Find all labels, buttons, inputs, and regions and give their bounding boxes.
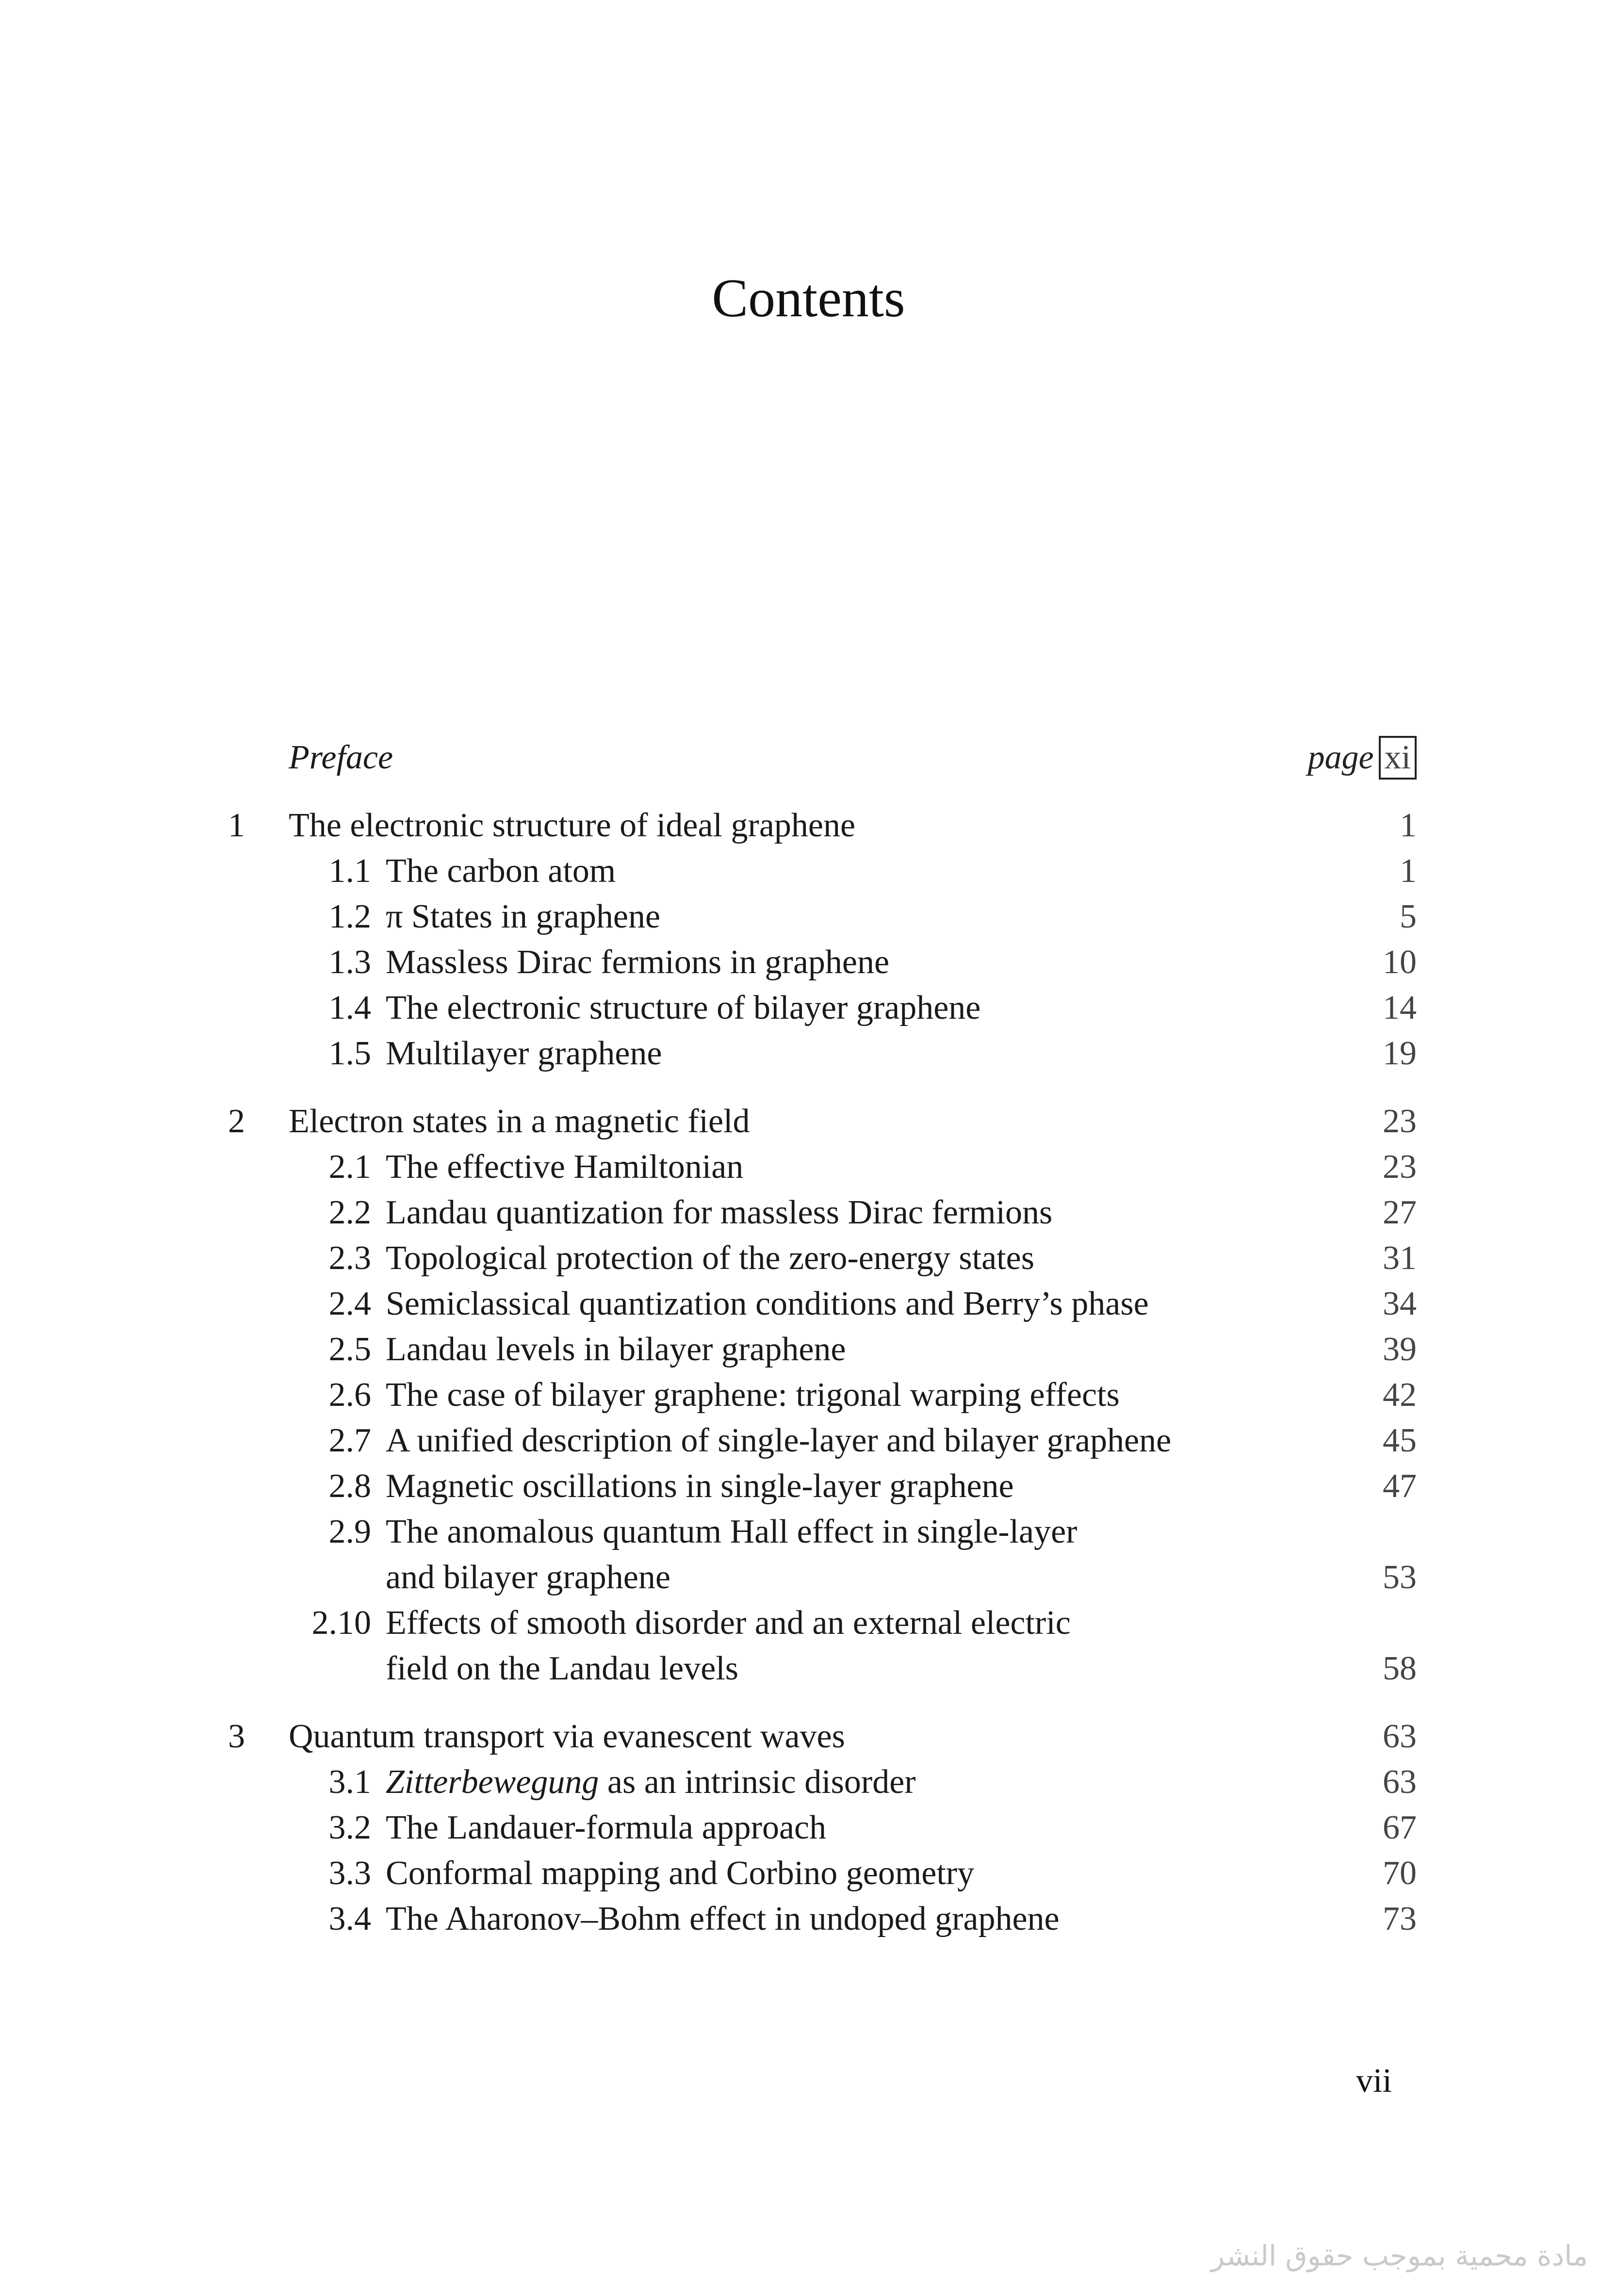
chapter-number: 1 <box>228 807 245 844</box>
section-page: 45 <box>1383 1422 1417 1459</box>
section-title: Magnetic oscillations in single-layer graphene <box>386 1467 1014 1505</box>
chapter-title: Quantum transport via evanescent waves <box>289 1718 845 1755</box>
section-page: 63 <box>1383 1763 1417 1801</box>
page-title: Contents <box>712 268 905 328</box>
section-title-line: Effects of smooth disorder and an external electric <box>386 1604 1071 1642</box>
section-number: 2.10 <box>311 1604 371 1642</box>
section-number: 2.9 <box>328 1513 371 1550</box>
section-number: 2.4 <box>328 1285 371 1322</box>
section-title: Conformal mapping and Corbino geometry <box>386 1855 975 1892</box>
section-page: 14 <box>1383 989 1417 1026</box>
section-page: 34 <box>1383 1285 1417 1322</box>
chapter-title: Electron states in a magnetic field <box>289 1103 750 1140</box>
toc-section-1-4[interactable] <box>228 985 1417 1031</box>
section-title: The Aharonov–Bohm effect in undoped graphene <box>386 1900 1060 1938</box>
toc-entry-preface[interactable] <box>228 735 1417 781</box>
section-page: 19 <box>1383 1035 1417 1072</box>
chapter-title: The electronic structure of ideal graphene <box>289 807 856 844</box>
section-title: The case of bilayer graphene: trigonal warping effects <box>386 1376 1120 1414</box>
section-title: Topological protection of the zero-energy states <box>386 1239 1034 1277</box>
section-number: 2.3 <box>328 1239 371 1277</box>
section-page: 58 <box>1383 1650 1417 1687</box>
section-number: 2.8 <box>328 1467 371 1505</box>
section-title <box>386 1600 1307 1692</box>
toc-chapter-3[interactable] <box>228 1714 1417 1759</box>
section-page: 53 <box>1383 1559 1417 1596</box>
copyright-watermark: مادة محمية بموجب حقوق النشر <box>1211 2239 1588 2272</box>
toc-section-1-5[interactable] <box>228 1031 1417 1076</box>
toc-section-1-2[interactable] <box>228 894 1417 940</box>
section-title-line: The anomalous quantum Hall effect in single-layer <box>386 1513 1078 1550</box>
section-title: π States in graphene <box>386 898 661 935</box>
section-page: 47 <box>1383 1467 1417 1505</box>
toc-section-2-1[interactable] <box>228 1144 1417 1190</box>
chapter-number: 2 <box>228 1103 245 1140</box>
section-title: Semiclassical quantization conditions and Berry’s phase <box>386 1285 1149 1322</box>
section-page: 31 <box>1383 1239 1417 1277</box>
section-number: 2.5 <box>328 1331 371 1368</box>
section-page: 70 <box>1383 1855 1417 1892</box>
section-number: 2.2 <box>328 1194 371 1231</box>
toc-section-1-1[interactable] <box>228 848 1417 894</box>
section-title: Multilayer graphene <box>386 1035 662 1072</box>
section-title: The electronic structure of bilayer graphene <box>386 989 981 1026</box>
section-number: 2.1 <box>328 1148 371 1186</box>
toc-section-2-5[interactable] <box>228 1327 1417 1372</box>
section-title-rest: as an intrinsic disorder <box>599 1763 916 1801</box>
section-title: Landau levels in bilayer graphene <box>386 1331 846 1368</box>
toc-section-2-3[interactable] <box>228 1236 1417 1281</box>
section-title: Landau quantization for massless Dirac fermions <box>386 1194 1053 1231</box>
section-page: 67 <box>1383 1809 1417 1846</box>
toc-chapter-2[interactable] <box>228 1099 1417 1144</box>
preface-page <box>1307 735 1417 781</box>
toc-section-3-4[interactable] <box>228 1896 1417 1942</box>
toc-section-2-6[interactable] <box>228 1372 1417 1418</box>
chapter-page: 23 <box>1383 1103 1417 1140</box>
toc-section-2-8[interactable] <box>228 1464 1417 1509</box>
section-number: 1.4 <box>328 989 371 1026</box>
section-title: A unified description of single-layer and bilayer graphene <box>386 1422 1172 1459</box>
toc-section-2-4[interactable] <box>228 1281 1417 1327</box>
table-of-contents <box>228 735 1417 1942</box>
page-number: vii <box>1356 2062 1392 2100</box>
chapter-page: 1 <box>1400 807 1417 844</box>
section-title: The Landauer-formula approach <box>386 1809 827 1846</box>
section-title: The effective Hamiltonian <box>386 1148 744 1186</box>
section-number: 3.1 <box>328 1763 371 1801</box>
section-page: 39 <box>1383 1331 1417 1368</box>
section-title: Massless Dirac fermions in graphene <box>386 944 890 981</box>
toc-section-3-3[interactable] <box>228 1851 1417 1896</box>
toc-section-2-2[interactable] <box>228 1190 1417 1236</box>
page-label: page <box>1307 739 1374 776</box>
section-page: 42 <box>1383 1376 1417 1414</box>
section-number: 1.2 <box>328 898 371 935</box>
section-title <box>386 1759 1307 1805</box>
section-number: 1.3 <box>328 944 371 981</box>
section-page: 5 <box>1400 898 1417 935</box>
section-number: 2.6 <box>328 1376 371 1414</box>
section-title-line: and bilayer graphene <box>386 1559 670 1596</box>
chapter-number: 3 <box>228 1718 245 1755</box>
section-page: 27 <box>1383 1194 1417 1231</box>
section-title <box>386 1509 1307 1600</box>
section-page: 1 <box>1400 852 1417 890</box>
section-number: 1.5 <box>328 1035 371 1072</box>
toc-chapter-1[interactable] <box>228 803 1417 848</box>
preface-label: Preface <box>289 739 393 776</box>
section-number: 2.7 <box>328 1422 371 1459</box>
toc-section-2-9[interactable] <box>228 1509 1417 1600</box>
section-number: 3.3 <box>328 1855 371 1892</box>
toc-section-2-7[interactable] <box>228 1418 1417 1464</box>
section-title-italic: Zitterbewegung <box>386 1763 599 1801</box>
section-page: 10 <box>1383 944 1417 981</box>
chapter-page: 63 <box>1383 1718 1417 1755</box>
toc-section-1-3[interactable] <box>228 940 1417 985</box>
section-number: 1.1 <box>328 852 371 890</box>
section-page: 23 <box>1383 1148 1417 1186</box>
toc-section-2-10[interactable] <box>228 1600 1417 1692</box>
section-number: 3.2 <box>328 1809 371 1846</box>
toc-section-3-2[interactable] <box>228 1805 1417 1851</box>
section-title: The carbon atom <box>386 852 616 890</box>
section-page: 73 <box>1383 1900 1417 1938</box>
toc-section-3-1[interactable] <box>228 1759 1417 1805</box>
section-title-line: field on the Landau levels <box>386 1650 738 1687</box>
section-number: 3.4 <box>328 1900 371 1938</box>
preface-page-number: xi <box>1379 736 1417 780</box>
